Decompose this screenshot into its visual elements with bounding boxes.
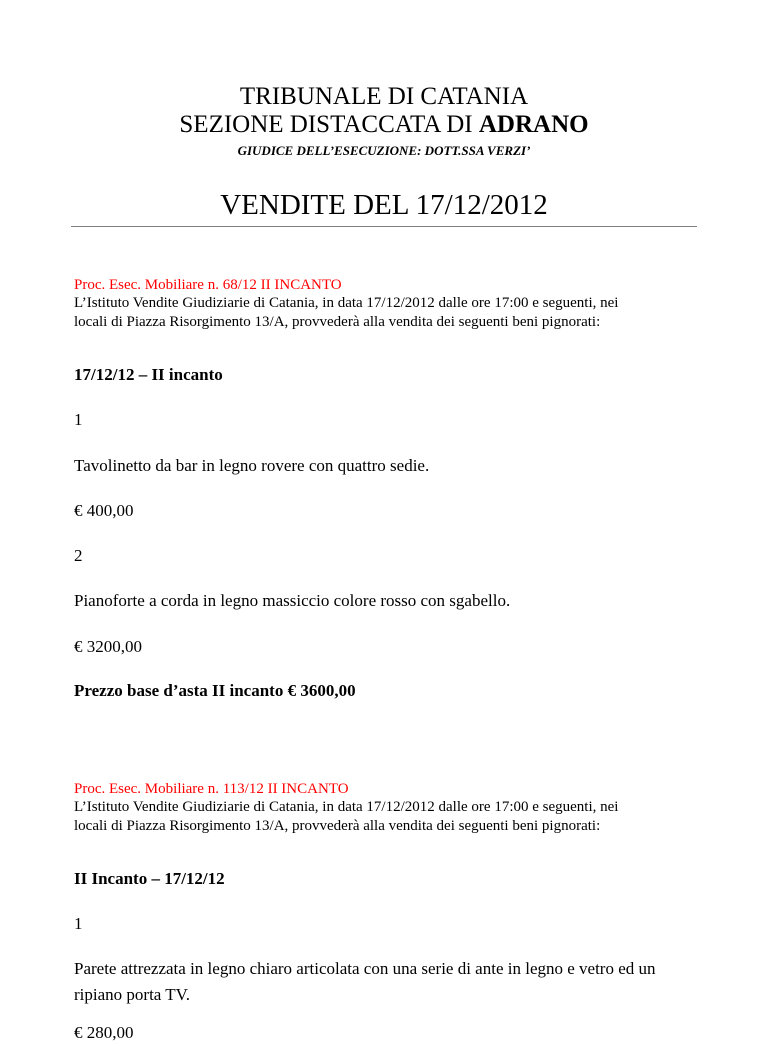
procedure-intro-line: locali di Piazza Risorgimento 13/A, provvederà alla vendita dei seguenti beni pignorati: [74,818,601,834]
page-title: VENDITE DEL 17/12/2012 [220,189,548,221]
judge-line: GIUDICE DELL’ESECUZIONE: DOTT.SSA VERZI’ [237,143,531,158]
procedure-intro-line: locali di Piazza Risorgimento 13/A, provvederà alla vendita dei seguenti beni pignorati: [74,314,601,330]
section-title [0,110,768,140]
divider [71,226,697,227]
auction-date-label: II Incanto – 17/12/12 [74,869,225,888]
item-number: 2 [74,546,83,565]
procedure-intro-line: L’Istituto Vendite Giudiziarie di Catania, in data 17/12/2012 dalle ore 17:00 e seguenti, nei [74,295,619,311]
base-price: Prezzo base d’asta II incanto € 3600,00 [74,681,356,700]
item-price: € 280,00 [74,1023,134,1042]
procedure-intro-line: L’Istituto Vendite Giudiziarie di Catania, in data 17/12/2012 dalle ore 17:00 e seguenti, nei [74,799,619,815]
procedure-heading: Proc. Esec. Mobiliare n. 68/12 II INCANTO [74,277,342,293]
item-number: 1 [74,410,83,429]
item-price: € 3200,00 [74,637,142,656]
item-number: 1 [74,914,83,933]
auction-date-label: 17/12/12 – II incanto [74,365,223,384]
section-place: ADRANO [478,111,589,138]
section-prefix: SEZIONE DISTACCATA DI [179,111,479,138]
court-title: TRIBUNALE DI CATANIA [239,83,529,110]
procedure-heading: Proc. Esec. Mobiliare n. 113/12 II INCANTO [74,781,349,797]
item-description: Parete attrezzata in legno chiaro articolata con una serie di ante in legno e vetro ed un ripiano porta TV. [74,959,656,1004]
item-description: Pianoforte a corda in legno massiccio colore rosso con sgabello. [74,591,511,610]
item-description: Tavolinetto da bar in legno rovere con quattro sedie. [74,456,430,475]
item-price: € 400,00 [74,501,134,520]
